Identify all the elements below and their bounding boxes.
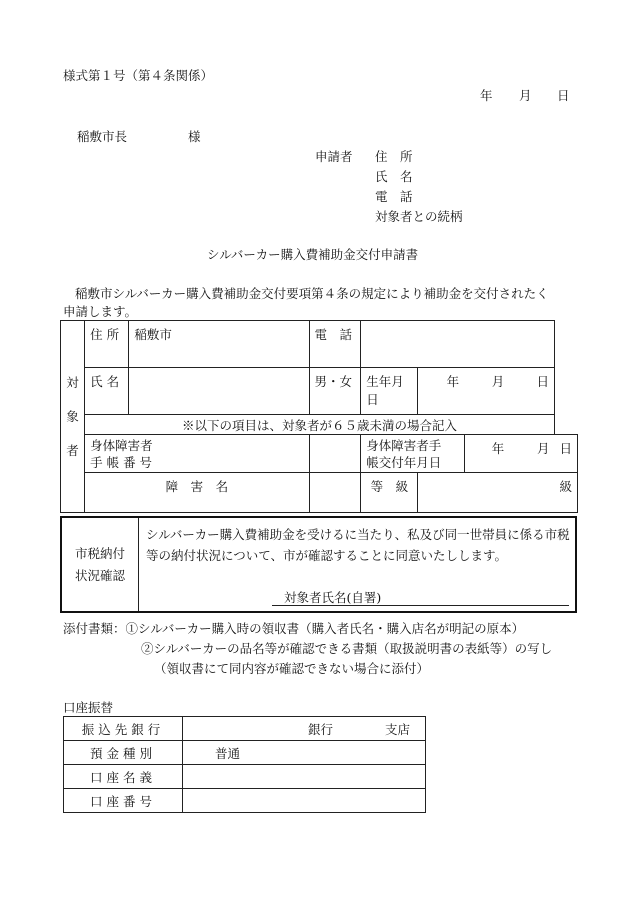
attachments-line-1: 添付書類：①シルバーカー購入時の領収書（購入者氏名・購入店名が明記の原本） bbox=[63, 621, 525, 636]
addressee: 稲敷市長 bbox=[77, 129, 128, 144]
attachments-line-2: ②シルバーカーの品名等が確認できる書類（取扱説明書の表紙等）の写し bbox=[141, 641, 553, 656]
address-label: 住 所 bbox=[85, 321, 129, 368]
cert-month: 月 bbox=[509, 435, 554, 473]
phone-label: 電 話 bbox=[309, 321, 361, 368]
account-number-field[interactable] bbox=[183, 789, 426, 813]
phone-field[interactable] bbox=[361, 321, 555, 368]
applicant-name-label: 氏 名 bbox=[375, 169, 413, 184]
name-field[interactable] bbox=[129, 368, 309, 415]
bank-heading: 口座振替 bbox=[63, 700, 114, 715]
cert-date-label: 身体障害者手 帳交付年月日 bbox=[361, 435, 464, 473]
signature-label: 対象者氏名(自署) bbox=[284, 590, 382, 605]
disability-label: 障 害 名 bbox=[85, 473, 309, 513]
name-label: 氏 名 bbox=[85, 368, 129, 415]
branch-suffix: 支店 bbox=[384, 721, 410, 737]
document-title: シルバーカー購入費補助金交付申請書 bbox=[207, 247, 419, 262]
gender-select[interactable]: 男・女 bbox=[309, 368, 361, 415]
birth-label: 生年月日 bbox=[361, 368, 418, 415]
grade-label: 等 級 bbox=[361, 473, 418, 513]
date-day: 日 bbox=[557, 88, 570, 103]
cert-number-field[interactable] bbox=[309, 435, 361, 473]
cert-day: 日 bbox=[554, 435, 577, 473]
birth-year: 年 bbox=[418, 368, 464, 415]
applicant-relation-label: 対象者との続柄 bbox=[375, 209, 463, 224]
applicant-address-label: 住 所 bbox=[375, 149, 413, 164]
deposit-type-label: 預金種別 bbox=[64, 741, 183, 765]
bank-field[interactable] bbox=[183, 717, 426, 741]
intro-line-1: 稲敷市シルバーカー購入費補助金交付要項第４条の規定により補助金を交付されたく bbox=[75, 286, 549, 301]
honorific: 様 bbox=[188, 129, 201, 144]
signature-line[interactable] bbox=[272, 605, 569, 606]
applicant-phone-label: 電 話 bbox=[375, 189, 413, 204]
disability-field[interactable] bbox=[309, 473, 361, 513]
target-side-label: 対 象 者 bbox=[61, 321, 85, 513]
date-year: 年 bbox=[480, 88, 493, 103]
applicant-label: 申請者 bbox=[315, 149, 353, 164]
cert-number-label: 身体障害者 手 帳 番 号 bbox=[85, 435, 309, 473]
date-month: 月 bbox=[519, 88, 532, 103]
deposit-type-value[interactable]: 普通 bbox=[183, 741, 426, 765]
tax-confirmation-text: シルバーカー購入費補助金を受けるに当たり、私及び同一世帯員に係る市税 等の納付状況について、市が確認することに同意いたしします。 bbox=[146, 527, 570, 563]
cert-year: 年 bbox=[464, 435, 509, 473]
tax-confirmation-label: 市税納付 状況確認 bbox=[62, 518, 139, 611]
attachments-line-3: （領収書にて同内容が確認できない場合に添付） bbox=[154, 661, 430, 676]
under-65-note: ※以下の項目は、対象者が６５歳未満の場合記入 bbox=[85, 415, 555, 435]
tax-confirmation-box bbox=[60, 516, 577, 613]
birth-day: 日 bbox=[509, 368, 554, 415]
form-number: 様式第１号（第４条関係） bbox=[63, 68, 214, 83]
account-number-label: 口座番号 bbox=[64, 789, 183, 813]
bank-label: 振込先銀行 bbox=[64, 717, 183, 741]
birth-month: 月 bbox=[464, 368, 509, 415]
target-person-table bbox=[60, 320, 578, 513]
address-value: 稲敷市 bbox=[129, 321, 309, 368]
account-holder-label: 口座名義 bbox=[64, 765, 183, 789]
bank-table bbox=[63, 716, 426, 813]
bank-suffix: 銀行 bbox=[307, 721, 333, 737]
intro-line-2: 申請します。 bbox=[63, 304, 138, 319]
grade-unit: 級 bbox=[418, 473, 578, 513]
account-holder-field[interactable] bbox=[183, 765, 426, 789]
